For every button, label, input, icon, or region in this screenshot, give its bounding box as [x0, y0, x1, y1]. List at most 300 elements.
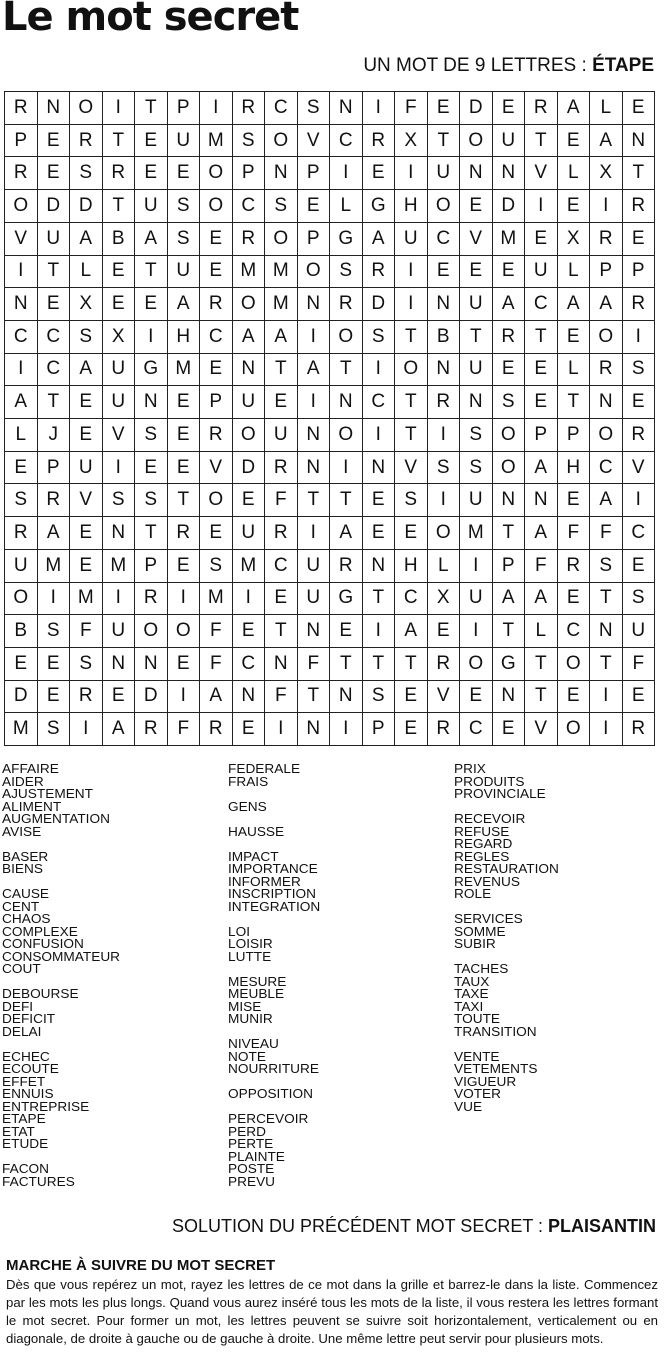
grid-cell[interactable]: O: [233, 288, 266, 321]
grid-cell[interactable]: A: [168, 288, 201, 321]
grid-cell[interactable]: A: [590, 125, 623, 158]
grid-cell[interactable]: T: [330, 648, 363, 681]
word-list-item[interactable]: TAUX: [454, 973, 490, 989]
word-list-item[interactable]: CHAOS: [2, 911, 51, 926]
grid-cell[interactable]: S: [38, 615, 71, 648]
grid-cell[interactable]: T: [135, 256, 168, 289]
grid-cell[interactable]: E: [558, 681, 591, 714]
word-list-item[interactable]: LUTTE: [228, 948, 272, 964]
word-list-item[interactable]: COUT: [2, 961, 41, 976]
grid-cell[interactable]: A: [70, 354, 103, 387]
word-list-item[interactable]: ENTREPRISE: [2, 1098, 90, 1114]
grid-cell[interactable]: S: [623, 583, 656, 616]
grid-cell[interactable]: U: [135, 190, 168, 223]
grid-cell[interactable]: I: [298, 386, 331, 419]
grid-cell[interactable]: I: [590, 713, 623, 746]
grid-cell[interactable]: M: [265, 256, 298, 289]
word-list-item[interactable]: IMPACT: [228, 848, 279, 864]
grid-cell[interactable]: I: [590, 681, 623, 714]
grid-cell[interactable]: R: [5, 517, 38, 550]
grid-cell[interactable]: E: [493, 354, 526, 387]
word-list-item[interactable]: LOI: [228, 923, 251, 939]
grid-cell[interactable]: M: [200, 583, 233, 616]
grid-cell[interactable]: E: [265, 386, 298, 419]
grid-cell[interactable]: E: [168, 648, 201, 681]
grid-cell[interactable]: E: [168, 419, 201, 452]
grid-cell[interactable]: T: [525, 648, 558, 681]
grid-cell[interactable]: T: [265, 354, 298, 387]
grid-cell[interactable]: N: [298, 615, 331, 648]
grid-cell[interactable]: O: [233, 419, 266, 452]
grid-cell[interactable]: U: [460, 484, 493, 517]
grid-cell[interactable]: O: [135, 615, 168, 648]
word-list-item[interactable]: AFFAIRE: [2, 761, 59, 776]
grid-cell[interactable]: P: [493, 550, 526, 583]
word-list-item[interactable]: DEFICIT: [2, 1011, 56, 1026]
grid-cell[interactable]: E: [558, 583, 591, 616]
grid-cell[interactable]: T: [265, 615, 298, 648]
grid-cell[interactable]: M: [265, 288, 298, 321]
grid-cell[interactable]: E: [233, 713, 266, 746]
grid-cell[interactable]: T: [298, 484, 331, 517]
grid-cell[interactable]: E: [558, 125, 591, 158]
grid-cell[interactable]: I: [103, 583, 136, 616]
grid-cell[interactable]: D: [493, 190, 526, 223]
grid-cell[interactable]: I: [395, 157, 428, 190]
grid-cell[interactable]: M: [168, 354, 201, 387]
grid-cell[interactable]: G: [363, 190, 396, 223]
grid-cell[interactable]: V: [525, 157, 558, 190]
grid-cell[interactable]: E: [395, 681, 428, 714]
grid-cell[interactable]: A: [590, 484, 623, 517]
grid-cell[interactable]: C: [200, 321, 233, 354]
grid-cell[interactable]: A: [38, 517, 71, 550]
grid-cell[interactable]: I: [590, 190, 623, 223]
grid-cell[interactable]: I: [233, 583, 266, 616]
grid-cell[interactable]: T: [103, 125, 136, 158]
grid-cell[interactable]: H: [395, 190, 428, 223]
grid-cell[interactable]: I: [395, 288, 428, 321]
grid-cell[interactable]: O: [330, 321, 363, 354]
grid-cell[interactable]: E: [558, 190, 591, 223]
grid-cell[interactable]: S: [395, 484, 428, 517]
grid-cell[interactable]: P: [200, 386, 233, 419]
grid-cell[interactable]: F: [558, 517, 591, 550]
word-list-item[interactable]: AJUSTEMENT: [2, 786, 94, 801]
grid-cell[interactable]: I: [103, 452, 136, 485]
grid-cell[interactable]: E: [428, 256, 461, 289]
grid-cell[interactable]: S: [70, 157, 103, 190]
grid-cell[interactable]: C: [233, 190, 266, 223]
word-list-item[interactable]: TAXE: [454, 986, 489, 1001]
grid-cell[interactable]: D: [460, 92, 493, 125]
word-list-item[interactable]: AVISE: [2, 823, 42, 839]
grid-cell[interactable]: P: [525, 419, 558, 452]
grid-cell[interactable]: A: [395, 615, 428, 648]
grid-cell[interactable]: C: [38, 321, 71, 354]
word-list-item[interactable]: ETAT: [2, 1123, 35, 1139]
grid-cell[interactable]: I: [525, 190, 558, 223]
grid-cell[interactable]: T: [590, 583, 623, 616]
grid-cell[interactable]: E: [265, 583, 298, 616]
grid-cell[interactable]: E: [363, 517, 396, 550]
word-list-item[interactable]: ETUDE: [2, 1136, 49, 1151]
grid-cell[interactable]: R: [5, 157, 38, 190]
grid-cell[interactable]: V: [623, 452, 656, 485]
grid-cell[interactable]: M: [460, 517, 493, 550]
grid-cell[interactable]: U: [233, 386, 266, 419]
grid-cell[interactable]: E: [38, 288, 71, 321]
word-list-item[interactable]: PERTE: [228, 1136, 274, 1151]
grid-cell[interactable]: R: [623, 419, 656, 452]
grid-cell[interactable]: O: [493, 452, 526, 485]
grid-cell[interactable]: O: [70, 92, 103, 125]
grid-cell[interactable]: L: [525, 615, 558, 648]
grid-cell[interactable]: E: [200, 354, 233, 387]
grid-cell[interactable]: C: [265, 550, 298, 583]
grid-cell[interactable]: O: [428, 517, 461, 550]
grid-cell[interactable]: P: [5, 125, 38, 158]
grid-cell[interactable]: I: [623, 484, 656, 517]
grid-cell[interactable]: S: [265, 190, 298, 223]
grid-cell[interactable]: R: [135, 583, 168, 616]
grid-cell[interactable]: L: [558, 354, 591, 387]
word-list-item[interactable]: ECOUTE: [2, 1061, 59, 1076]
grid-cell[interactable]: E: [168, 386, 201, 419]
grid-cell[interactable]: T: [395, 386, 428, 419]
word-list-item[interactable]: TACHES: [454, 961, 509, 976]
grid-cell[interactable]: A: [493, 288, 526, 321]
grid-cell[interactable]: E: [168, 550, 201, 583]
word-list-item[interactable]: ECHEC: [2, 1048, 50, 1064]
grid-cell[interactable]: N: [103, 648, 136, 681]
grid-cell[interactable]: N: [265, 648, 298, 681]
grid-cell[interactable]: T: [168, 484, 201, 517]
grid-cell[interactable]: E: [200, 223, 233, 256]
grid-cell[interactable]: S: [135, 419, 168, 452]
grid-cell[interactable]: T: [103, 190, 136, 223]
grid-cell[interactable]: N: [265, 157, 298, 190]
grid-cell[interactable]: C: [233, 648, 266, 681]
grid-cell[interactable]: N: [233, 681, 266, 714]
grid-cell[interactable]: L: [70, 256, 103, 289]
word-list-item[interactable]: EFFET: [2, 1073, 46, 1089]
grid-cell[interactable]: F: [525, 550, 558, 583]
grid-cell[interactable]: S: [103, 484, 136, 517]
grid-cell[interactable]: E: [525, 386, 558, 419]
grid-cell[interactable]: I: [298, 517, 331, 550]
grid-cell[interactable]: L: [5, 419, 38, 452]
grid-cell[interactable]: N: [590, 615, 623, 648]
word-list-item[interactable]: REVENUS: [454, 873, 521, 889]
grid-cell[interactable]: N: [363, 550, 396, 583]
grid-cell[interactable]: O: [330, 419, 363, 452]
grid-cell[interactable]: C: [558, 615, 591, 648]
word-list-item[interactable]: NIVEAU: [228, 1036, 279, 1051]
grid-cell[interactable]: U: [525, 256, 558, 289]
grid-cell[interactable]: I: [428, 419, 461, 452]
grid-cell[interactable]: O: [5, 190, 38, 223]
word-list-item[interactable]: MISE: [228, 998, 262, 1014]
grid-cell[interactable]: F: [200, 648, 233, 681]
grid-cell[interactable]: R: [265, 452, 298, 485]
grid-cell[interactable]: C: [428, 223, 461, 256]
grid-cell[interactable]: E: [70, 550, 103, 583]
grid-cell[interactable]: P: [363, 713, 396, 746]
grid-cell[interactable]: R: [5, 92, 38, 125]
grid-cell[interactable]: F: [265, 681, 298, 714]
grid-cell[interactable]: E: [135, 288, 168, 321]
grid-cell[interactable]: R: [135, 713, 168, 746]
grid-cell[interactable]: P: [623, 256, 656, 289]
grid-cell[interactable]: N: [460, 157, 493, 190]
grid-cell[interactable]: A: [330, 517, 363, 550]
grid-cell[interactable]: N: [330, 386, 363, 419]
word-list-item[interactable]: GENS: [228, 798, 267, 814]
grid-cell[interactable]: V: [103, 419, 136, 452]
grid-cell[interactable]: F: [265, 484, 298, 517]
grid-cell[interactable]: S: [623, 354, 656, 387]
grid-cell[interactable]: U: [103, 386, 136, 419]
word-list-item[interactable]: RESTAURATION: [454, 861, 559, 876]
word-list-item[interactable]: ALIMENT: [2, 798, 62, 814]
grid-cell[interactable]: I: [363, 419, 396, 452]
grid-cell[interactable]: T: [298, 681, 331, 714]
grid-cell[interactable]: V: [395, 452, 428, 485]
grid-cell[interactable]: T: [623, 157, 656, 190]
word-list-item[interactable]: MESURE: [228, 973, 287, 989]
word-list-item[interactable]: HAUSSE: [228, 823, 285, 839]
word-list-item[interactable]: LOISIR: [228, 936, 273, 951]
grid-cell[interactable]: R: [558, 550, 591, 583]
grid-cell[interactable]: O: [200, 484, 233, 517]
grid-cell[interactable]: V: [200, 452, 233, 485]
grid-cell[interactable]: T: [395, 321, 428, 354]
grid-cell[interactable]: I: [135, 321, 168, 354]
word-list-item[interactable]: PRODUITS: [454, 773, 525, 789]
grid-cell[interactable]: M: [200, 125, 233, 158]
grid-cell[interactable]: I: [168, 583, 201, 616]
grid-cell[interactable]: L: [330, 190, 363, 223]
grid-cell[interactable]: O: [200, 157, 233, 190]
grid-cell[interactable]: V: [428, 681, 461, 714]
grid-cell[interactable]: S: [460, 452, 493, 485]
grid-cell[interactable]: E: [558, 321, 591, 354]
word-list-item[interactable]: CONSOMMATEUR: [2, 948, 121, 964]
grid-cell[interactable]: E: [623, 223, 656, 256]
grid-cell[interactable]: O: [590, 419, 623, 452]
grid-cell[interactable]: M: [70, 583, 103, 616]
word-list-item[interactable]: PRIX: [454, 761, 486, 776]
word-list-item[interactable]: IMPORTANCE: [228, 861, 318, 876]
grid-cell[interactable]: O: [558, 713, 591, 746]
grid-cell[interactable]: E: [233, 484, 266, 517]
grid-cell[interactable]: C: [363, 386, 396, 419]
grid-cell[interactable]: A: [5, 386, 38, 419]
grid-cell[interactable]: T: [135, 92, 168, 125]
grid-cell[interactable]: R: [590, 223, 623, 256]
grid-cell[interactable]: A: [558, 288, 591, 321]
grid-cell[interactable]: A: [233, 321, 266, 354]
grid-cell[interactable]: E: [38, 648, 71, 681]
word-list-item[interactable]: INTEGRATION: [228, 898, 321, 914]
grid-cell[interactable]: R: [265, 517, 298, 550]
grid-cell[interactable]: R: [330, 550, 363, 583]
grid-cell[interactable]: U: [460, 583, 493, 616]
word-list-item[interactable]: SOMME: [454, 923, 506, 939]
grid-cell[interactable]: T: [363, 648, 396, 681]
grid-cell[interactable]: C: [623, 517, 656, 550]
grid-cell[interactable]: S: [168, 190, 201, 223]
grid-cell[interactable]: U: [5, 550, 38, 583]
grid-cell[interactable]: C: [395, 583, 428, 616]
grid-cell[interactable]: R: [428, 386, 461, 419]
grid-cell[interactable]: E: [395, 517, 428, 550]
word-list-item[interactable]: TAXI: [454, 998, 484, 1014]
grid-cell[interactable]: N: [590, 386, 623, 419]
grid-cell[interactable]: N: [330, 681, 363, 714]
grid-cell[interactable]: F: [168, 713, 201, 746]
grid-cell[interactable]: U: [103, 354, 136, 387]
grid-cell[interactable]: O: [200, 190, 233, 223]
word-list-item[interactable]: NOURRITURE: [228, 1061, 320, 1076]
grid-cell[interactable]: E: [135, 125, 168, 158]
word-list-item[interactable]: DEFI: [2, 998, 34, 1014]
grid-cell[interactable]: E: [70, 419, 103, 452]
grid-cell[interactable]: A: [493, 583, 526, 616]
grid-cell[interactable]: P: [558, 419, 591, 452]
grid-cell[interactable]: U: [298, 583, 331, 616]
grid-cell[interactable]: T: [395, 648, 428, 681]
grid-cell[interactable]: P: [298, 157, 331, 190]
grid-cell[interactable]: T: [525, 125, 558, 158]
grid-cell[interactable]: E: [395, 713, 428, 746]
grid-cell[interactable]: I: [330, 452, 363, 485]
grid-cell[interactable]: A: [200, 681, 233, 714]
grid-cell[interactable]: M: [493, 223, 526, 256]
grid-cell[interactable]: F: [70, 615, 103, 648]
grid-cell[interactable]: X: [428, 583, 461, 616]
word-list-item[interactable]: SUBIR: [454, 936, 496, 951]
word-list-item[interactable]: DELAI: [2, 1023, 42, 1039]
grid-cell[interactable]: V: [70, 484, 103, 517]
grid-cell[interactable]: O: [460, 648, 493, 681]
grid-cell[interactable]: N: [493, 484, 526, 517]
word-list-item[interactable]: RECEVOIR: [454, 811, 526, 826]
word-list-item[interactable]: SERVICES: [454, 911, 523, 926]
grid-cell[interactable]: D: [363, 288, 396, 321]
grid-cell[interactable]: O: [493, 419, 526, 452]
grid-cell[interactable]: C: [5, 321, 38, 354]
grid-cell[interactable]: C: [525, 288, 558, 321]
grid-cell[interactable]: E: [38, 157, 71, 190]
grid-cell[interactable]: N: [428, 354, 461, 387]
grid-cell[interactable]: I: [5, 354, 38, 387]
grid-cell[interactable]: U: [168, 125, 201, 158]
grid-cell[interactable]: U: [233, 517, 266, 550]
grid-cell[interactable]: E: [525, 354, 558, 387]
grid-cell[interactable]: I: [298, 321, 331, 354]
grid-cell[interactable]: E: [460, 190, 493, 223]
grid-cell[interactable]: S: [330, 256, 363, 289]
word-list-item[interactable]: REGLES: [454, 848, 510, 864]
word-list-item[interactable]: MUNIR: [228, 1011, 273, 1026]
grid-cell[interactable]: A: [525, 517, 558, 550]
grid-cell[interactable]: I: [5, 256, 38, 289]
word-list-item[interactable]: COMPLEXE: [2, 923, 78, 939]
grid-cell[interactable]: E: [428, 92, 461, 125]
grid-cell[interactable]: E: [168, 157, 201, 190]
word-list-item[interactable]: PERCEVOIR: [228, 1111, 309, 1126]
grid-cell[interactable]: X: [590, 157, 623, 190]
grid-cell[interactable]: V: [460, 223, 493, 256]
grid-cell[interactable]: O: [460, 125, 493, 158]
grid-cell[interactable]: D: [233, 452, 266, 485]
word-list-item[interactable]: TRANSITION: [454, 1023, 537, 1039]
word-list-item[interactable]: FACTURES: [2, 1173, 75, 1189]
grid-cell[interactable]: C: [38, 354, 71, 387]
grid-cell[interactable]: I: [395, 256, 428, 289]
grid-cell[interactable]: H: [558, 452, 591, 485]
grid-cell[interactable]: I: [103, 92, 136, 125]
grid-cell[interactable]: M: [103, 550, 136, 583]
grid-cell[interactable]: J: [38, 419, 71, 452]
grid-cell[interactable]: G: [493, 648, 526, 681]
grid-cell[interactable]: C: [590, 452, 623, 485]
word-list-item[interactable]: REFUSE: [454, 823, 510, 839]
grid-cell[interactable]: B: [428, 321, 461, 354]
grid-cell[interactable]: S: [298, 92, 331, 125]
grid-cell[interactable]: E: [493, 713, 526, 746]
grid-cell[interactable]: E: [558, 484, 591, 517]
grid-cell[interactable]: D: [135, 681, 168, 714]
grid-cell[interactable]: N: [135, 386, 168, 419]
grid-cell[interactable]: P: [135, 550, 168, 583]
grid-cell[interactable]: S: [38, 713, 71, 746]
grid-cell[interactable]: R: [363, 125, 396, 158]
grid-cell[interactable]: R: [200, 419, 233, 452]
grid-cell[interactable]: G: [330, 583, 363, 616]
grid-cell[interactable]: E: [460, 256, 493, 289]
grid-cell[interactable]: S: [200, 550, 233, 583]
grid-cell[interactable]: U: [623, 615, 656, 648]
grid-cell[interactable]: A: [298, 354, 331, 387]
grid-cell[interactable]: E: [460, 681, 493, 714]
grid-cell[interactable]: U: [395, 223, 428, 256]
grid-cell[interactable]: T: [525, 321, 558, 354]
word-list-item[interactable]: NOTE: [228, 1048, 266, 1064]
grid-cell[interactable]: O: [265, 125, 298, 158]
word-list-item[interactable]: PROVINCIALE: [454, 786, 546, 801]
grid-cell[interactable]: N: [233, 354, 266, 387]
grid-cell[interactable]: T: [330, 484, 363, 517]
word-list-item[interactable]: FACON: [2, 1161, 50, 1176]
grid-cell[interactable]: B: [103, 223, 136, 256]
grid-cell[interactable]: E: [493, 256, 526, 289]
grid-cell[interactable]: E: [623, 681, 656, 714]
grid-cell[interactable]: S: [135, 484, 168, 517]
grid-cell[interactable]: L: [558, 256, 591, 289]
grid-cell[interactable]: E: [623, 92, 656, 125]
grid-cell[interactable]: R: [70, 681, 103, 714]
word-list-item[interactable]: VUE: [454, 1098, 483, 1114]
word-list-item[interactable]: REGARD: [454, 836, 513, 851]
grid-cell[interactable]: T: [460, 321, 493, 354]
word-list-item[interactable]: INFORMER: [228, 873, 301, 889]
grid-cell[interactable]: I: [623, 321, 656, 354]
grid-cell[interactable]: R: [168, 517, 201, 550]
grid-cell[interactable]: P: [168, 92, 201, 125]
